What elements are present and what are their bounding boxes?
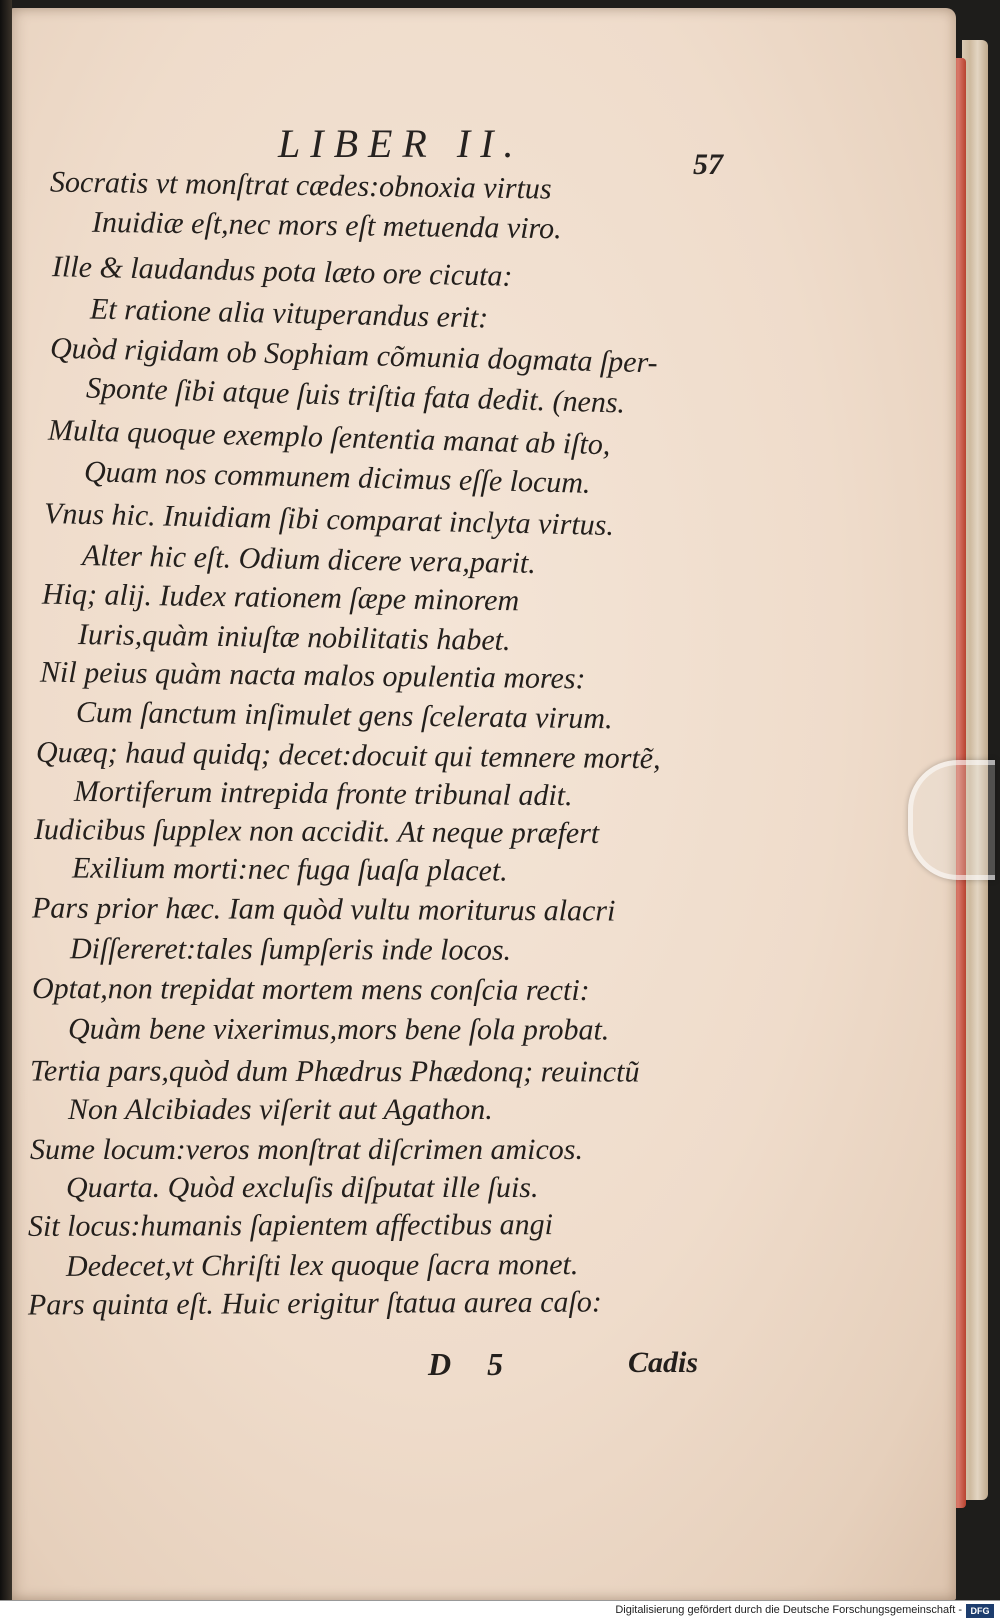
verse-line: Inuidiæ eſt,nec mors eſt metuenda viro.	[91, 205, 562, 246]
dfg-logo: DFG	[966, 1604, 994, 1618]
verse-line: Socratis vt monſtrat cædes:obnoxia virtus	[49, 165, 552, 206]
verse-line: Sponte ſibi atque ſuis triſtia fata dedit. (nens.	[85, 371, 626, 420]
verse-line: Quæq; haud quidq; decet:docuit qui temnere mortẽ,	[35, 735, 661, 776]
verse-line: Nil peius quàm nacta malos opulentia mores:	[39, 655, 586, 696]
verse-line: Sit locus:humanis ſapientem affectibus angi	[27, 1208, 554, 1243]
verse-line: Pars prior hæc. Iam quòd vultu moriturus alacri	[31, 891, 616, 928]
verse-line: Tertia pars,quòd dum Phædrus Phædonq; reuinctũ	[29, 1054, 640, 1089]
verse-line: Quàm bene vixerimus,mors bene ſola probat.	[67, 1012, 610, 1047]
verse-line: Alter hic eſt. Odium dicere vera,parit.	[81, 539, 537, 580]
gutter-shadow	[0, 0, 12, 1600]
signature-mark: D 5	[428, 1346, 518, 1382]
verse-line: Cum ſanctum inſimulet gens ſcelerata virum.	[75, 695, 613, 736]
verse-line: Non Alcibiades viſerit aut Agathon.	[68, 1093, 493, 1126]
verse-line: Pars quinta eſt. Huic erigitur ſtatua aurea caſo:	[27, 1285, 602, 1322]
verse-line: Vnus hic. Inuidiam ſibi comparat inclyta virtus.	[43, 497, 615, 542]
book-page	[8, 8, 956, 1600]
page-number: 57	[693, 148, 723, 181]
show-through	[648, 128, 948, 1428]
verse-line: Quarta. Quòd excluſis diſputat ille ſuis.	[66, 1171, 539, 1204]
verse-line: Exilium morti:nec fuga ſuaſa placet.	[71, 851, 508, 888]
digitization-footer	[0, 1600, 1000, 1621]
paper-clip	[908, 760, 995, 880]
verse-line: Sume locum:veros monſtrat diſcrimen amicos.	[30, 1133, 583, 1166]
verse-line: Mortiferum intrepida fronte tribunal adit.	[73, 774, 573, 813]
verse-line: Multa quoque exemplo ſententia manat ab iſto,	[47, 413, 611, 462]
verse-line: Iuris,quàm iniuſtæ nobilitatis habet.	[77, 617, 511, 658]
running-head: LIBER II.	[278, 121, 524, 166]
funding-credit: Digitalisierung gefördert durch die Deutsche Forschungsgemeinschaft -	[615, 1604, 962, 1616]
catchword: Cadis	[628, 1346, 699, 1379]
verse-line: Diſſereret:tales ſumpſeris inde locos.	[69, 932, 512, 967]
verse-line: Iudicibus ſupplex non accidit. At neque præfert	[33, 813, 600, 850]
verse-line: Optat,non trepidat mortem mens conſcia recti:	[31, 972, 590, 1007]
verse-line: Quam nos communem dicimus eſſe locum.	[83, 455, 591, 500]
verse-line: Quòd rigidam ob Sophiam cõmunia dogmata ſper-	[49, 331, 659, 380]
verse-line: Hiq; alij. Iudex rationem ſæpe minorem	[41, 577, 520, 618]
verse-line: Et ratione alia vituperandus erit:	[89, 292, 489, 335]
verse-line: Ille & laudandus pota læto ore cicuta:	[51, 250, 513, 293]
verse-line: Dedecet,vt Chriſti lex quoque ſacra monet.	[65, 1248, 579, 1283]
